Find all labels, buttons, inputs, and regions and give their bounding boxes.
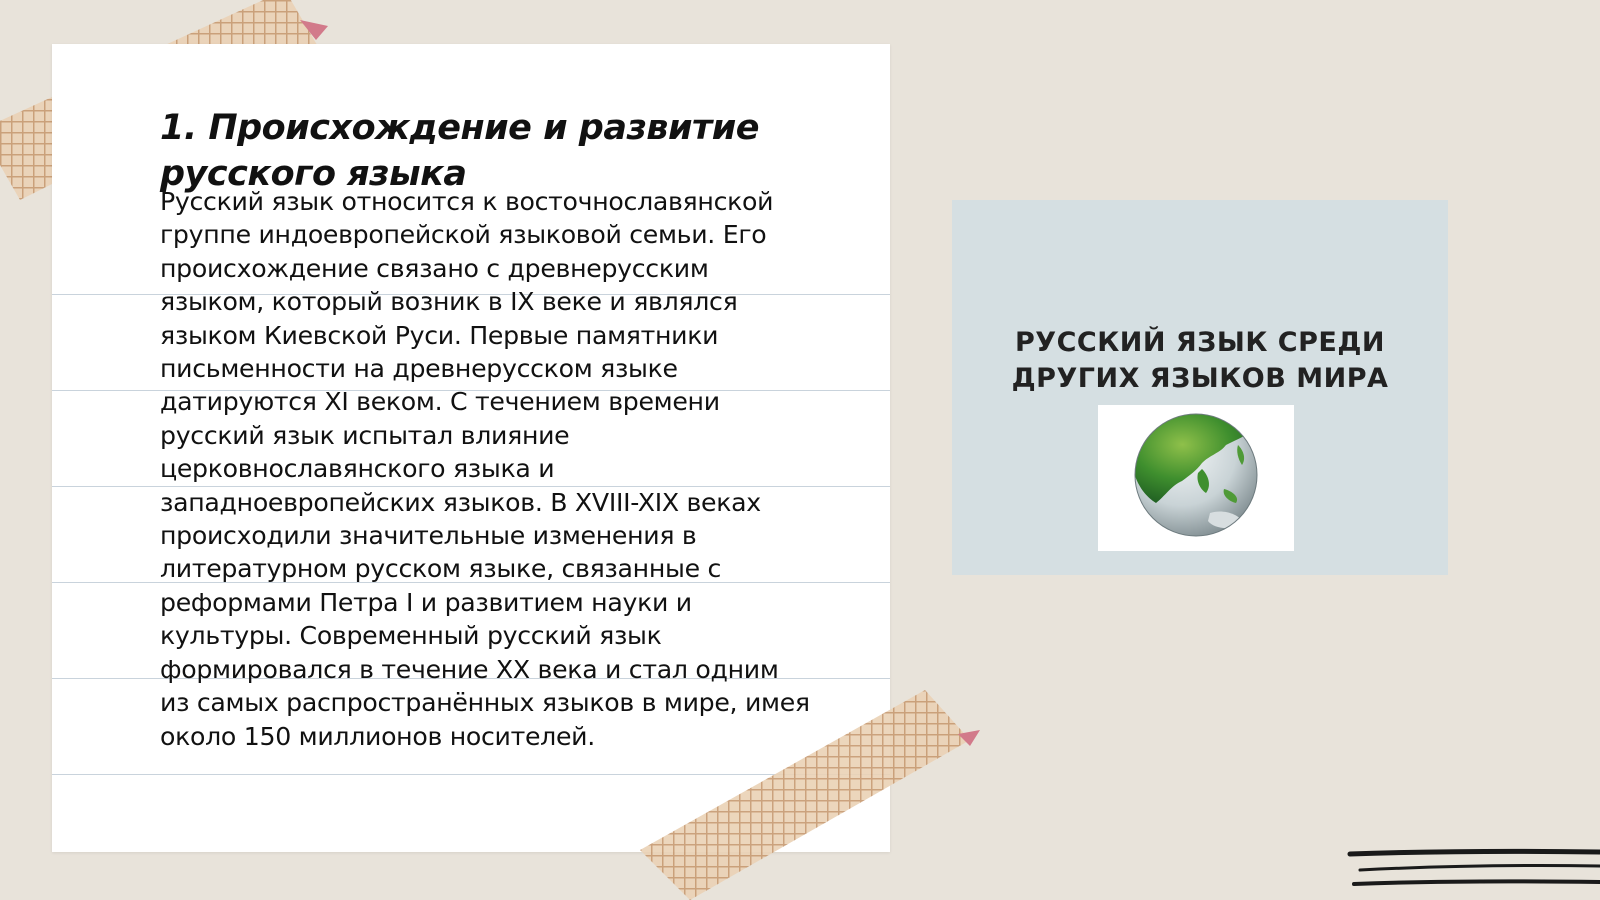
card-title: [952, 325, 1448, 397]
body-text: Русский язык относится к восточнославянской группе индоевропейской языковой семьи. Его происхождение связано с древнерусским языком, который возник в IX веке и являлся языком Киевской Руси. Первые памятники письменности на древнерусском языке датируются XI веком. С течением времени русский язык испытал влияние церковнославянского языка и западноевропейских языков. В XVIII-XIX веках происходили значительные изменения в литературном русском языке, связанные с реформами Петра I и развитием науки и культуры. Современный русский язык формировался в течение XX века и стал одним из самых распространённых языков в мире, имея около 150 миллионов носителей.: [160, 187, 810, 751]
globe-icon: [1098, 405, 1294, 551]
washi-tape-bottom: [640, 690, 990, 900]
card-title-line: ДРУГИХ ЯЗЫКОВ МИРА: [1011, 363, 1389, 394]
globe-image: [1098, 405, 1294, 551]
decorative-strokes: [1340, 840, 1600, 900]
slide-title: 1. Происхождение и развитие русского языка: [160, 108, 760, 194]
card-title-line: РУССКИЙ ЯЗЫК СРЕДИ: [1014, 327, 1385, 358]
